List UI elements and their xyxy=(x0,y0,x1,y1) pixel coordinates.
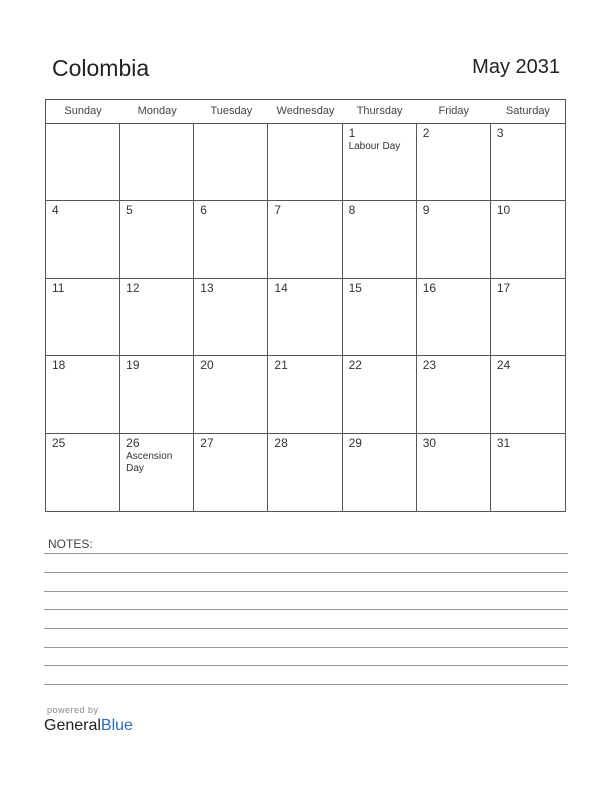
day-cell xyxy=(194,124,268,201)
day-number: 4 xyxy=(52,203,59,218)
day-cell xyxy=(120,356,194,433)
day-number: 2 xyxy=(422,126,430,140)
note-line xyxy=(44,591,568,592)
note-line xyxy=(44,553,568,554)
day-number: 25 xyxy=(52,435,66,450)
day-number: 3 xyxy=(496,126,504,140)
weekday-header xyxy=(46,100,565,124)
day-cell xyxy=(268,434,342,511)
day-cell xyxy=(268,279,342,356)
holiday-label: Labour Day xyxy=(348,141,401,152)
day-number: 16 xyxy=(422,280,437,295)
weekday-monday: Monday xyxy=(137,105,177,117)
day-cell xyxy=(194,279,268,356)
day-cell xyxy=(46,124,120,201)
day-number: 14 xyxy=(274,280,288,295)
note-line xyxy=(44,572,568,573)
day-cell xyxy=(343,201,417,278)
day-number: 28 xyxy=(274,435,288,450)
day-number: 13 xyxy=(200,280,214,295)
day-cell xyxy=(120,201,194,278)
day-cell xyxy=(120,434,194,511)
day-number: 27 xyxy=(200,435,214,450)
day-number: 21 xyxy=(274,358,288,373)
day-cell xyxy=(120,124,194,201)
day-number: 20 xyxy=(200,358,214,373)
brand-general: General xyxy=(44,717,101,734)
day-number: 19 xyxy=(126,358,140,373)
day-cell xyxy=(343,356,417,433)
day-number: 5 xyxy=(126,203,133,218)
day-number: 29 xyxy=(348,435,362,450)
note-line xyxy=(44,665,568,666)
day-cell xyxy=(343,434,417,511)
generalblue-logo xyxy=(44,717,133,735)
weekday-wednesday: Wednesday xyxy=(276,105,335,117)
day-cell xyxy=(343,279,417,356)
day-cell xyxy=(343,124,417,201)
day-number: 24 xyxy=(496,358,511,373)
day-cell xyxy=(417,434,491,511)
day-number: 7 xyxy=(274,203,282,218)
day-cell xyxy=(417,124,491,201)
day-cell xyxy=(46,356,120,433)
day-cell xyxy=(268,201,342,278)
powered-by-text: powered by xyxy=(47,705,99,715)
day-cell xyxy=(491,434,565,511)
weekday-thursday: Thursday xyxy=(356,105,403,117)
day-number: 9 xyxy=(422,203,430,218)
note-line xyxy=(44,628,568,629)
day-cell xyxy=(46,434,120,511)
day-number: 26 xyxy=(126,435,140,450)
day-cell xyxy=(491,124,565,201)
day-cell xyxy=(268,356,342,433)
day-number: 23 xyxy=(422,358,437,373)
day-cell xyxy=(417,201,491,278)
weekday-sunday: Sunday xyxy=(64,105,102,117)
day-cell xyxy=(194,201,268,278)
day-cell xyxy=(194,434,268,511)
holiday-label: Ascension Day xyxy=(126,450,173,474)
day-cell xyxy=(491,201,565,278)
day-number: 11 xyxy=(52,280,65,295)
day-number: 18 xyxy=(52,358,66,373)
country-title: Colombia xyxy=(52,55,150,81)
day-number: 12 xyxy=(126,280,140,295)
day-number: 8 xyxy=(348,203,356,218)
day-number: 1 xyxy=(348,126,356,140)
note-line xyxy=(44,609,568,610)
day-number: 6 xyxy=(200,203,207,218)
day-number: 17 xyxy=(496,280,511,295)
month-title: May 2031 xyxy=(472,56,560,78)
day-number: 15 xyxy=(348,280,362,295)
day-cell xyxy=(491,356,565,433)
day-number: 30 xyxy=(422,435,437,450)
weekday-friday: Friday xyxy=(438,105,470,117)
day-number: 31 xyxy=(496,435,511,450)
day-cell xyxy=(417,356,491,433)
day-cell xyxy=(120,279,194,356)
note-line xyxy=(44,684,568,685)
day-cells xyxy=(46,124,565,511)
day-cell xyxy=(194,356,268,433)
day-number: 22 xyxy=(348,358,362,373)
day-cell xyxy=(46,279,120,356)
day-cell xyxy=(417,279,491,356)
calendar-grid xyxy=(45,99,566,512)
note-line xyxy=(44,647,568,648)
weekday-saturday: Saturday xyxy=(505,105,550,117)
day-cell xyxy=(46,201,120,278)
weekday-tuesday: Tuesday xyxy=(210,105,253,117)
day-cell xyxy=(491,279,565,356)
day-cell xyxy=(268,124,342,201)
brand-blue: Blue xyxy=(100,717,133,734)
day-number: 10 xyxy=(496,203,511,218)
notes-label: NOTES: xyxy=(48,537,93,551)
